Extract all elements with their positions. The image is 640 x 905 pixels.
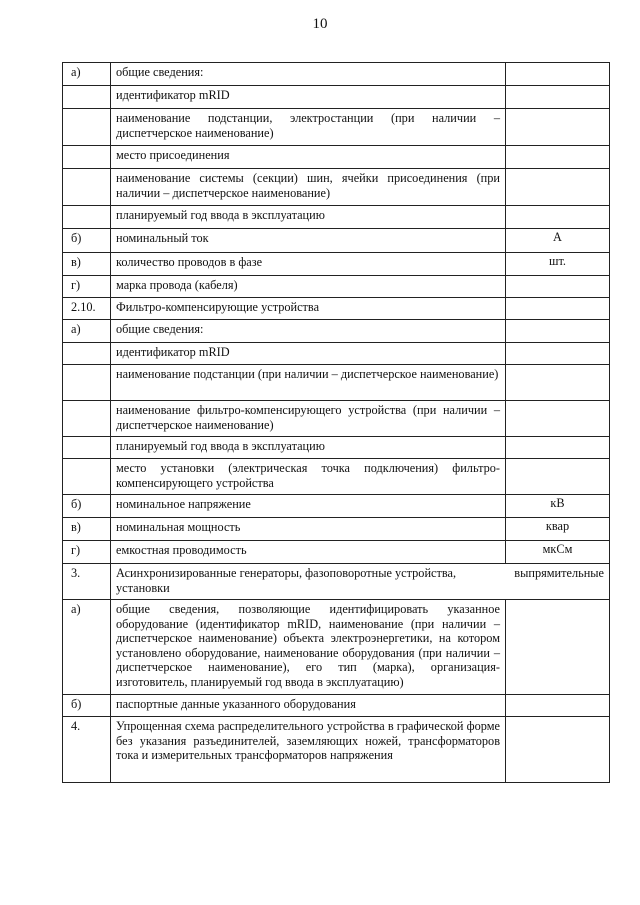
table-row [63,459,610,495]
row-unit [506,437,610,459]
page-number: 10 [312,16,328,32]
row-unit [506,320,610,343]
row-text: емкостная проводимость [111,541,506,564]
row-text: планируемый год ввода в эксплуатацию [111,437,506,459]
table-row [63,343,610,365]
row-unit: А [506,229,610,253]
section-heading-line [116,566,604,581]
row-text: номинальный ток [111,229,506,253]
table-row [63,564,610,600]
row-unit: кВ [506,495,610,518]
row-unit: мкСм [506,541,610,564]
section-heading-continuation: установки [116,580,170,595]
requirements-table [62,62,610,783]
row-text: идентификатор mRID [111,343,506,365]
row-unit [506,365,610,401]
row-number [63,343,111,365]
section-heading-overflow: выпрямительные [514,566,604,580]
row-unit [506,343,610,365]
row-unit [506,276,610,298]
row-unit [506,695,610,717]
table-row [63,298,610,320]
row-text: наименование подстанции, электростанции (при наличии – диспетчерское наименование) [111,109,506,146]
row-number [63,459,111,495]
row-unit [506,401,610,437]
row-number [63,146,111,169]
row-number: б) [63,495,111,518]
table-row [63,276,610,298]
table-row [63,229,610,253]
row-number [63,401,111,437]
table-row [63,600,610,695]
row-text: планируемый год ввода в эксплуатацию [111,206,506,229]
row-number [63,206,111,229]
row-unit: шт. [506,253,610,276]
table-row [63,695,610,717]
row-unit [506,86,610,109]
row-text: количество проводов в фазе [111,253,506,276]
row-text: паспортные данные указанного оборудования [111,695,506,717]
row-number [63,86,111,109]
row-number: б) [63,695,111,717]
row-text: Фильтро-компенсирующие устройства [111,298,506,320]
table-row [63,518,610,541]
row-number [63,169,111,206]
row-number: г) [63,541,111,564]
row-unit [506,169,610,206]
section-heading-text: Асинхронизированные генераторы, фазоповоротные устройства, [116,566,457,580]
row-text: номинальная мощность [111,518,506,541]
row-number: б) [63,229,111,253]
row-unit [506,109,610,146]
row-text: наименование подстанции (при наличии – диспетчерское наименование) [111,365,506,401]
table-row [63,541,610,564]
row-text: место присоединения [111,146,506,169]
row-text: наименование системы (секции) шин, ячейки присоединения (при наличии – диспетчерское наименование) [111,169,506,206]
table-row [63,401,610,437]
table-row [63,206,610,229]
row-number: 2.10. [63,298,111,320]
row-number [63,365,111,401]
row-number: 4. [63,717,111,783]
row-unit [506,298,610,320]
row-text: общие сведения: [111,320,506,343]
row-unit [506,717,610,783]
row-text: Упрощенная схема распределительного устройства в графической форме без указания разъединителей, заземляющих ножей, трансформаторов тока и измерительных трансформаторов напряжения [111,717,506,783]
row-unit [506,63,610,86]
row-unit [506,459,610,495]
row-number: а) [63,600,111,695]
row-number: г) [63,276,111,298]
table-row [63,320,610,343]
row-text: номинальное напряжение [111,495,506,518]
table-row [63,169,610,206]
row-number: в) [63,518,111,541]
table-row [63,495,610,518]
table-row [63,253,610,276]
row-unit [506,206,610,229]
table-row [63,717,610,783]
section-heading [111,564,610,600]
row-number: в) [63,253,111,276]
row-number: а) [63,320,111,343]
row-unit: квар [506,518,610,541]
row-unit [506,146,610,169]
table-row [63,109,610,146]
table-row [63,63,610,86]
row-text: общие сведения, позволяющие идентифицировать указанное оборудование (идентификатор mRID, наименование (при наличии – диспетчерское наименование) объекта электроэнергетики, на котором установлено оборудование, наименование оборудования (при наличии – диспетчерское наименование), его тип (марка), организация-изготовитель, планируемый год ввода в эксплуатацию) [111,600,506,695]
table-row [63,365,610,401]
table-row [63,146,610,169]
row-unit [506,600,610,695]
row-text: общие сведения: [111,63,506,86]
row-number: а) [63,63,111,86]
row-number [63,437,111,459]
table-row [63,437,610,459]
row-text: место установки (электрическая точка подключения) фильтро-компенсирующего устройства [111,459,506,495]
row-number: 3. [63,564,111,600]
row-text: идентификатор mRID [111,86,506,109]
row-text: марка провода (кабеля) [111,276,506,298]
row-number [63,109,111,146]
row-text: наименование фильтро-компенсирующего устройства (при наличии – диспетчерское наименование) [111,401,506,437]
table-row [63,86,610,109]
